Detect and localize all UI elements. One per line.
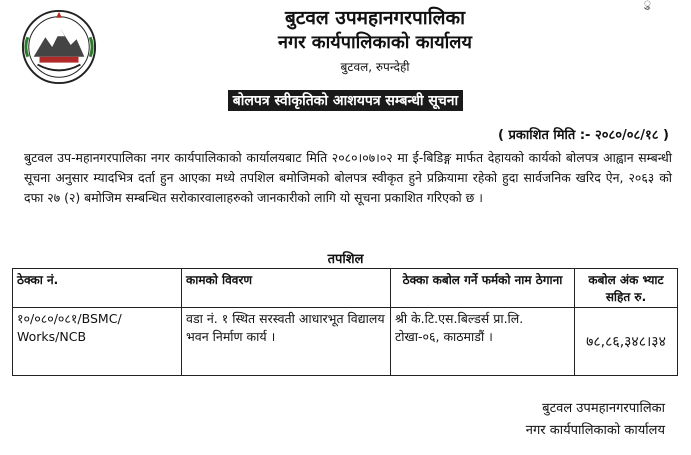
header-contract-no: ठेक्का नं.	[13, 269, 182, 308]
cell-contract-no: १०/०८०/०८१/BSMC/ Works/NCB	[13, 308, 182, 376]
header-bidder: ठेक्का कबोल गर्ने फर्मको नाम ठेगाना	[391, 269, 575, 308]
header-bid-amount: कबोल अंक भ्याट सहित रु.	[575, 269, 678, 308]
header-work-description: कामको विवरण	[182, 269, 391, 308]
published-date: ( प्रकाशित मिति :- २०८०/०८/१८ )	[498, 128, 669, 143]
table-title: तपशिल	[327, 252, 364, 267]
table-row	[13, 308, 678, 376]
table-header-row	[13, 269, 678, 308]
tender-table	[12, 268, 678, 376]
office-subtitle: नगर कार्यपालिकाको कार्यालय	[278, 32, 472, 53]
footer-office-subtitle: नगर कार्यपालिकाको कार्यालय	[525, 423, 665, 438]
cell-bid-amount: ७८,८६,३४८।३४	[575, 308, 678, 376]
notice-body: बुटवल उप-महानगरपालिका नगर कार्यपालिकाको कार्यालयबाट मिति २०८०।०७।०२ मा ई-बिडिङ्ग मार्फत देहायको कार्यको बोलपत्र आह्वान सम्बन्धी सूचना अनुसार म्यादभित्र दर्ता हुन आएका मध्ये तपशिल बमोजिमको बोलपत्र स्वीकृत हुने प्रक्रियामा रहेको हुदा सार्वजनिक खरिद ऐन, २०६३ को दफा २७ (२) बमोजिम सम्बन्धित सरोकारवालाहरुको जानकारीको लागि यो सूचना प्रकाशित गरिएको छ ।	[24, 150, 672, 205]
corner-mark: ु	[643, 0, 651, 10]
office-address: बुटवल, रुपन्देही	[340, 60, 410, 74]
government-emblem-icon	[20, 8, 98, 86]
footer-office-name: बुटवल उपमहानगरपालिका	[542, 401, 665, 416]
notice-subject: बोलपत्र स्वीकृतिको आशयपत्र सम्बन्धी सूचना	[228, 90, 463, 111]
cell-work-description: वडा नं. १ स्थित सरस्वती आधारभूत विद्यालय भवन निर्माण कार्य ।	[182, 308, 391, 376]
cell-bidder: श्री के.टि.एस.बिल्डर्स प्रा.लि. टोखा-०६, काठमाडौं ।	[391, 308, 575, 376]
subject-banner	[0, 90, 691, 111]
office-name: बुटवल उपमहानगरपालिका	[284, 7, 466, 29]
